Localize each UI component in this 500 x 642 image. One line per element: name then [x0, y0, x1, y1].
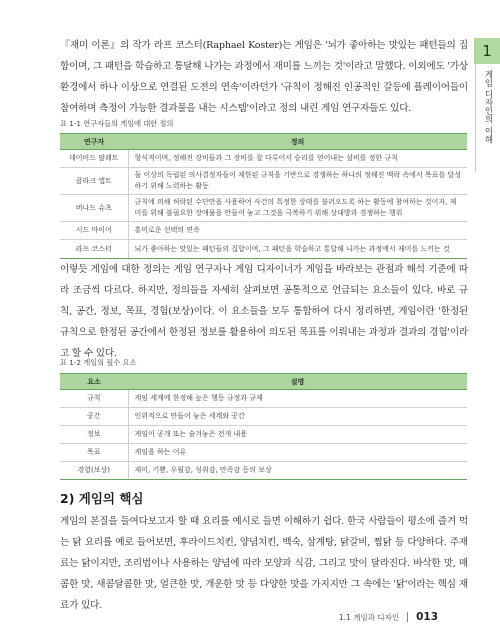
- researcher-definitions-table: [60, 133, 467, 259]
- researcher-name: 버나드 슈츠: [60, 195, 128, 222]
- element-description: 게임을 하는 이유: [128, 444, 467, 462]
- researcher-name: 클라크 앱트: [60, 168, 128, 195]
- researcher-name: 시드 마이어: [60, 222, 128, 240]
- researcher-name: 라프 코스터: [60, 240, 128, 259]
- researcher-name: 데이비드 팔레트: [60, 150, 128, 168]
- page-footer: [339, 611, 438, 623]
- element-description: 재미, 기쁨, 우월감, 성취감, 만족감 등의 보상: [128, 462, 467, 480]
- footer-divider: [407, 612, 408, 622]
- table-header-cell: 정의: [128, 134, 467, 150]
- footer-section-title: 1.1 게임과 디자인: [338, 612, 400, 622]
- table-row: [60, 408, 467, 426]
- paragraph-game-definitions: 『재미 이론』의 작가 라프 코스터(Raphael Koster)는 게임은 '뇌가 좋아하는 맛있는 패턴들의 집합이며, 그 패턴을 학습하고 통달해 나가는 과정에서 재미를 느끼는 것'이라고 말했다. 이외에도 '가상 환경에서 하나 이상으로 연결된 도전의 연속'이라던가 '규칙이 정해진 인공적인 갈등에 플레이어들이 참여하며 측정이 가능한 결과물을 내는 시스템'이라고 정의 내린 게임 연구자들도 있다.: [60, 40, 468, 114]
- element-name: 정보: [60, 426, 128, 444]
- chapter-tab: [474, 38, 500, 172]
- element-name: 공간: [60, 408, 128, 426]
- paragraph-common-elements: 이렇듯 게임에 대한 정의는 게임 연구자나 게임 디자이너가 게임을 바라보는 관점과 해석 기준에 따라 조금씩 다르다. 하지만, 정의들을 자세히 살펴보면 공통적으로 언급되는 요소들이 있다. 바로 규칙, 공간, 정보, 목표, 경험(보상)이다. 이 요소들을 모두 통합하여 다시 정리하면, 게임이란 '한정된 규칙으로 한정된 공간에서 한정된 정보를 활용하여 의도된 목표를 이뤄내는 과정과 결과의 경험'이라고 할 수 있다.: [60, 264, 468, 359]
- chapter-number: 1: [474, 38, 500, 64]
- table-row: [60, 168, 467, 195]
- table-header-cell: 요소: [60, 374, 128, 390]
- table-row: [60, 444, 467, 462]
- element-name: 규칙: [60, 390, 128, 408]
- element-description: 인위적으로 만들어 놓은 세계와 공간: [128, 408, 467, 426]
- section-heading: 2) 게임의 핵심: [60, 491, 144, 506]
- page-number: 013: [416, 611, 438, 623]
- element-name: 목표: [60, 444, 128, 462]
- table-header-row: [60, 374, 467, 390]
- definition-text: 흥미로운 선택의 연속: [128, 222, 467, 240]
- definition-text: 규칙에 의해 허락된 수단만을 사용하여 사건의 특정한 상태를 불러오도록 하는 활동에 참여하는 것이자, 재미를 위해 불필요한 장애물을 만들어 놓고 그것을 극복하기 위해 상대방과 경쟁하는 행위: [128, 195, 467, 222]
- definition-text: 형식적이며, 정해진 장비들과 그 장비를 잘 다루어서 승리를 얻어내는 설비를 정한 규칙: [128, 150, 467, 168]
- game-elements-table: [60, 373, 467, 480]
- definition-text: 둘 이상의 독립된 의사결정자들이 제한된 규칙을 기반으로 경쟁하는 하나의 정해진 맥락 속에서 목표를 달성하기 위해 노력하는 활동: [128, 168, 467, 195]
- definition-text: 뇌가 좋아하는 맛있는 패턴들의 집합이며, 그 패턴을 학습하고 통달해 나가는 과정에서 재미를 느끼는 것: [128, 240, 467, 259]
- chapter-divider: [475, 64, 476, 172]
- table-row: [60, 222, 467, 240]
- element-description: 게임이 공개 또는 숨겨놓은 전개 내용: [128, 426, 467, 444]
- element-name: 경험(보상): [60, 462, 128, 480]
- table2-caption: 표 1-2 게임의 필수 요소: [60, 358, 137, 367]
- table-row: [60, 462, 467, 480]
- paragraph-core-of-game: 게임의 본질을 들여다보고자 할 때 요리를 예시로 들면 이해하기 쉽다. 한국 사람들이 평소에 즐겨 먹는 닭 요리를 예로 들어보면, 후라이드치킨, 양념치킨, 백숙, 삼계탕, 닭갈비, 찜닭 등 다양하다. 주재료는 닭이지만, 조리법이나 사용하는 양념에 따라 모양과 식감, 그리고 맛이 달라진다. 바삭한 맛, 매콤한 맛, 새콤달콤한 맛, 얼큰한 맛, 개운한 맛 등 다양한 맛을 가지지만 그 속에는 '닭'이라는 핵심 재료가 있다.: [60, 516, 468, 611]
- table-header-cell: 연구자: [60, 134, 128, 150]
- table-row: [60, 195, 467, 222]
- table-header-row: [60, 134, 467, 150]
- table-row: [60, 426, 467, 444]
- table-row: [60, 240, 467, 259]
- table-row: [60, 390, 467, 408]
- table-row: [60, 150, 467, 168]
- chapter-title: 게임 디자인의 이해: [483, 70, 493, 144]
- table1-caption: 표 1-1 연구자들의 게임에 대한 정의: [60, 119, 174, 128]
- table-header-cell: 설명: [128, 374, 467, 390]
- element-description: 게임 세계에 한정해 높은 행동 규정과 규제: [128, 390, 467, 408]
